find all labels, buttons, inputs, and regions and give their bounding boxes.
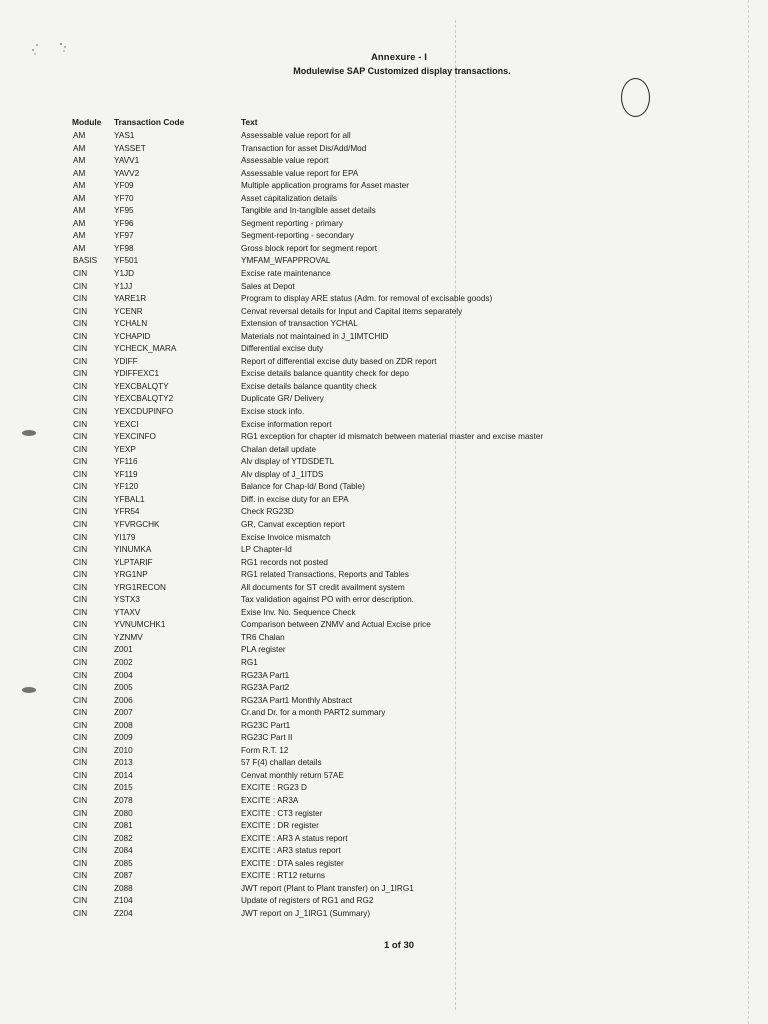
module-cell: CIN xyxy=(73,745,88,755)
description-cell: Excise information report xyxy=(241,419,332,429)
module-cell: CIN xyxy=(73,770,88,780)
transaction-code-cell: YF95 xyxy=(114,206,134,216)
module-cell: CIN xyxy=(73,394,88,404)
description-cell: EXCITE : AR3 A status report xyxy=(241,833,348,843)
module-cell: AM xyxy=(73,131,86,140)
table-row xyxy=(0,180,768,193)
description-cell: TR6 Chalan xyxy=(241,632,285,642)
module-cell: CIN xyxy=(73,432,88,442)
punch-hole-circle xyxy=(621,78,650,117)
description-cell: Cenvat reversal details for Input and Capital items separately xyxy=(241,306,463,316)
module-cell: CIN xyxy=(73,369,88,379)
table-row xyxy=(0,707,768,720)
module-cell: CIN xyxy=(73,444,88,454)
transaction-code-cell: Z002 xyxy=(114,657,133,667)
table-row xyxy=(0,331,768,344)
description-cell: Multiple application programs for Asset master xyxy=(241,181,409,191)
transaction-code-cell: YDIFFEXC1 xyxy=(114,369,160,379)
description-cell: RG1 related Transactions, Reports and Tables xyxy=(241,570,409,580)
description-cell: Diff. in excise duty for an EPA xyxy=(241,494,349,504)
transaction-code-cell: Z087 xyxy=(114,871,133,881)
description-cell: Asset capitalization details xyxy=(241,193,338,203)
transaction-code-cell: YZNMV xyxy=(114,632,143,642)
module-cell: CIN xyxy=(73,269,88,279)
table-row xyxy=(0,255,768,268)
module-cell: CIN xyxy=(73,695,88,705)
transaction-code-cell: YEXCINFO xyxy=(114,432,156,442)
transaction-code-cell: YDIFF xyxy=(114,356,138,366)
module-cell: CIN xyxy=(73,281,88,291)
transaction-code-cell: YEXP xyxy=(114,444,136,454)
description-cell: RG1 xyxy=(241,657,258,667)
table-row xyxy=(0,406,768,419)
transaction-code-cell: YRG1NP xyxy=(114,570,148,580)
module-cell: CIN xyxy=(73,833,88,843)
table-row xyxy=(0,808,768,821)
transaction-code-cell: YINUMKA xyxy=(114,545,152,555)
table-row xyxy=(0,569,768,582)
module-cell: CIN xyxy=(73,557,88,567)
table-row xyxy=(0,506,768,519)
module-cell: CIN xyxy=(73,620,88,630)
table-row xyxy=(0,268,768,281)
table-row xyxy=(0,594,768,607)
transaction-code-cell: YASSET xyxy=(114,143,146,153)
description-cell: Materials not maintained in J_1IMTCHID xyxy=(241,331,389,341)
transaction-code-cell: YAS1 xyxy=(114,131,135,140)
description-cell: RG23A Part2 xyxy=(241,683,290,693)
description-cell: Excise Invoice mismatch xyxy=(241,532,331,542)
description-cell: JWT report on J_1IRG1 (Summary) xyxy=(241,908,371,918)
module-cell: CIN xyxy=(73,457,88,467)
transaction-code-cell: YF97 xyxy=(114,231,134,241)
transaction-code-cell: YAVV1 xyxy=(114,156,140,166)
table-row xyxy=(0,582,768,595)
description-cell: Excise stock info. xyxy=(241,407,305,417)
transaction-code-cell: YFBAL1 xyxy=(114,494,145,504)
description-cell: Segment-reporting - secondary xyxy=(241,231,354,241)
module-cell: CIN xyxy=(73,808,88,818)
transaction-code-cell: YCENR xyxy=(114,306,143,316)
table-row xyxy=(0,368,768,381)
description-cell: Report of differential excise duty based on ZDR report xyxy=(241,356,437,366)
description-cell: Differential excise duty xyxy=(241,344,324,354)
transaction-code-cell: YF120 xyxy=(114,482,139,492)
table-row xyxy=(0,782,768,795)
table-row xyxy=(0,682,768,695)
page-number: 1 of 30 xyxy=(383,940,415,951)
module-cell: CIN xyxy=(73,846,88,856)
transaction-code-cell: Z084 xyxy=(114,846,133,856)
table-row xyxy=(0,644,768,657)
table-row xyxy=(0,908,768,921)
description-cell: Segment reporting - primary xyxy=(241,218,343,228)
column-header-text: Text xyxy=(241,117,258,127)
transaction-code-cell: YVNUMCHK1 xyxy=(114,620,166,630)
module-cell: CIN xyxy=(73,469,88,479)
description-cell: PLA register xyxy=(241,645,286,655)
table-row xyxy=(0,619,768,632)
transaction-code-cell: YF116 xyxy=(114,457,138,467)
description-cell: EXCITE : AR3A xyxy=(241,795,299,805)
module-cell: AM xyxy=(73,193,86,203)
description-cell: Assessable value report for EPA xyxy=(241,168,359,178)
table-row xyxy=(0,519,768,532)
module-cell: CIN xyxy=(73,407,88,417)
description-cell: EXCITE : AR3 status report xyxy=(241,846,341,856)
description-cell: EXCITE : RG23 D xyxy=(241,783,307,793)
description-cell: RG23C Part II xyxy=(241,733,293,743)
description-cell: Alv display of YTDSDETL xyxy=(241,457,335,467)
module-cell: CIN xyxy=(73,344,88,354)
transaction-code-cell: Z010 xyxy=(114,745,133,755)
module-cell: CIN xyxy=(73,908,88,918)
description-cell: Cr.and Dr. for a month PART2 summary xyxy=(241,708,386,718)
description-cell: Sales at Depot xyxy=(241,281,295,291)
transaction-code-cell: Z008 xyxy=(114,720,133,730)
transaction-code-cell: Z080 xyxy=(114,808,133,818)
transaction-code-cell: Z014 xyxy=(114,770,133,780)
table-row xyxy=(0,293,768,306)
table-row xyxy=(0,657,768,670)
transaction-code-cell: YCHALN xyxy=(114,319,148,329)
module-cell: CIN xyxy=(73,595,88,605)
description-cell: EXCITE : RT12 returns xyxy=(241,871,326,881)
module-cell: CIN xyxy=(73,507,88,517)
transaction-code-cell: YTAXV xyxy=(114,607,141,617)
description-cell: RG1 records not posted xyxy=(241,557,328,567)
description-cell: Duplicate GR/ Delivery xyxy=(241,394,324,404)
table-row xyxy=(0,306,768,319)
table-row xyxy=(0,456,768,469)
description-cell: Excise rate maintenance xyxy=(241,269,331,279)
table-row xyxy=(0,795,768,808)
description-cell: Form R.T. 12 xyxy=(241,745,289,755)
module-cell: CIN xyxy=(73,733,88,743)
document-subtitle: Modulewise SAP Customized display transactions. xyxy=(293,66,511,76)
module-cell: CIN xyxy=(73,570,88,580)
transaction-code-cell: Z085 xyxy=(114,858,133,868)
column-header-module: Module xyxy=(72,117,102,127)
transaction-code-cell: YF96 xyxy=(114,218,134,228)
module-cell: CIN xyxy=(73,645,88,655)
table-row xyxy=(0,444,768,457)
module-cell: CIN xyxy=(73,532,88,542)
table-row xyxy=(0,845,768,858)
transaction-code-cell: Z013 xyxy=(114,758,133,768)
table-row xyxy=(0,419,768,432)
module-cell: CIN xyxy=(73,306,88,316)
transaction-code-cell: Z088 xyxy=(114,883,133,893)
description-cell: Alv display of J_1ITDS xyxy=(241,469,324,479)
table-row xyxy=(0,393,768,406)
module-cell: CIN xyxy=(73,657,88,667)
module-cell: CIN xyxy=(73,871,88,881)
transaction-code-cell: Z007 xyxy=(114,708,133,718)
module-cell: CIN xyxy=(73,858,88,868)
description-cell: Program to display ARE status (Adm. for removal of excisable goods) xyxy=(241,294,493,304)
module-cell: CIN xyxy=(73,381,88,391)
table-row xyxy=(0,205,768,218)
module-cell: CIN xyxy=(73,319,88,329)
table-row xyxy=(0,130,768,143)
transaction-code-cell: YF98 xyxy=(114,243,134,253)
description-cell: LP Chapter-Id xyxy=(241,545,292,555)
table-row xyxy=(0,343,768,356)
description-cell: Excise details balance quantity check xyxy=(241,381,377,391)
transaction-code-cell: YF501 xyxy=(114,256,139,266)
module-cell: CIN xyxy=(73,783,88,793)
column-header-transaction-code: Transaction Code xyxy=(114,117,185,127)
module-cell: CIN xyxy=(73,494,88,504)
transaction-code-cell: YLPTARIF xyxy=(114,557,153,567)
document-title: Annexure - I xyxy=(370,52,428,63)
transaction-code-cell: YRG1RECON xyxy=(114,582,166,592)
module-cell: CIN xyxy=(73,821,88,831)
table-row xyxy=(0,243,768,256)
table-row xyxy=(0,494,768,507)
table-row xyxy=(0,155,768,168)
transaction-code-cell: Z009 xyxy=(114,733,133,743)
module-cell: CIN xyxy=(73,720,88,730)
module-cell: AM xyxy=(73,218,86,228)
description-cell: EXCITE : DR register xyxy=(241,821,319,831)
transaction-code-cell: YF119 xyxy=(114,469,138,479)
table-row xyxy=(0,670,768,683)
module-cell: CIN xyxy=(73,758,88,768)
module-cell: AM xyxy=(73,143,86,153)
table-row xyxy=(0,218,768,231)
table-row xyxy=(0,833,768,846)
transaction-code-cell: YEXCI xyxy=(114,419,139,429)
table-row xyxy=(0,557,768,570)
transaction-code-cell: YFVRGCHK xyxy=(114,519,160,529)
transaction-code-cell: Z015 xyxy=(114,783,133,793)
description-cell: Extension of transaction YCHAL xyxy=(241,319,358,329)
table-row xyxy=(0,895,768,908)
transaction-code-cell: YFR54 xyxy=(114,507,140,517)
transaction-code-cell: YF70 xyxy=(114,193,134,203)
description-cell: RG1 exception for chapter id mismatch between material master and excise master xyxy=(241,432,544,442)
description-cell: Tangible and In-tangible asset details xyxy=(241,206,376,216)
description-cell: Chalan detail update xyxy=(241,444,317,454)
transaction-code-cell: YI179 xyxy=(114,532,136,542)
table-row xyxy=(0,770,768,783)
table-row xyxy=(0,695,768,708)
table-row xyxy=(0,431,768,444)
table-row xyxy=(0,820,768,833)
module-cell: CIN xyxy=(73,708,88,718)
module-cell: CIN xyxy=(73,582,88,592)
table-row xyxy=(0,532,768,545)
module-cell: CIN xyxy=(73,883,88,893)
description-cell: Update of registers of RG1 and RG2 xyxy=(241,896,374,906)
module-cell: CIN xyxy=(73,683,88,693)
transaction-code-cell: YARE1R xyxy=(114,294,147,304)
transaction-code-cell: Z004 xyxy=(114,670,133,680)
module-cell: CIN xyxy=(73,419,88,429)
transaction-code-cell: YAVV2 xyxy=(114,168,140,178)
module-cell: AM xyxy=(73,206,86,216)
module-cell: CIN xyxy=(73,607,88,617)
description-cell: JWT report (Plant to Plant transfer) on J_1IRG1 xyxy=(241,883,414,893)
description-cell: EXCITE : DTA sales register xyxy=(241,858,344,868)
description-cell: Transaction for asset Dis/Add/Mod xyxy=(241,143,367,153)
table-row xyxy=(0,858,768,871)
table-row xyxy=(0,318,768,331)
module-cell: AM xyxy=(73,231,86,241)
table-row xyxy=(0,381,768,394)
description-cell: RG23A Part1 xyxy=(241,670,290,680)
description-cell: Excise details balance quantity check for depo xyxy=(241,369,409,379)
table-row xyxy=(0,720,768,733)
module-cell: CIN xyxy=(73,294,88,304)
transaction-code-cell: Z005 xyxy=(114,683,133,693)
table-row xyxy=(0,168,768,181)
description-cell: Assessable value report xyxy=(241,156,329,166)
table-row xyxy=(0,481,768,494)
module-cell: CIN xyxy=(73,482,88,492)
table-row xyxy=(0,632,768,645)
transaction-code-cell: YEXCBALQTY xyxy=(114,381,169,391)
description-cell: RG23A Part1 Monthly Abstract xyxy=(241,695,353,705)
table-row xyxy=(0,193,768,206)
transaction-code-cell: YEXCBALQTY2 xyxy=(114,394,174,404)
module-cell: CIN xyxy=(73,545,88,555)
table-row xyxy=(0,143,768,156)
table-row xyxy=(0,281,768,294)
table-row xyxy=(0,607,768,620)
transaction-code-cell: YEXCDUPINFO xyxy=(114,407,174,417)
transaction-code-cell: YSTX3 xyxy=(114,595,140,605)
table-row xyxy=(0,544,768,557)
transaction-code-cell: YF09 xyxy=(114,181,134,191)
description-cell: Assessable value report for all xyxy=(241,131,351,140)
table-row xyxy=(0,469,768,482)
transaction-code-cell: Z078 xyxy=(114,795,133,805)
module-cell: CIN xyxy=(73,356,88,366)
transaction-code-cell: Z081 xyxy=(114,821,133,831)
description-cell: Gross block report for segment report xyxy=(241,243,378,253)
module-cell: BASIS xyxy=(73,256,98,266)
description-cell: All documents for ST credit availment system xyxy=(241,582,405,592)
module-cell: CIN xyxy=(73,670,88,680)
transaction-code-cell: Z006 xyxy=(114,695,133,705)
module-cell: CIN xyxy=(73,519,88,529)
description-cell: Exise Inv. No. Sequence Check xyxy=(241,607,356,617)
module-cell: AM xyxy=(73,243,86,253)
description-cell: Cenvat monthly return 57AE xyxy=(241,770,344,780)
module-cell: CIN xyxy=(73,632,88,642)
transaction-table xyxy=(0,130,768,920)
table-row xyxy=(0,732,768,745)
transaction-code-cell: YCHAPID xyxy=(114,331,151,341)
table-row xyxy=(0,356,768,369)
module-cell: AM xyxy=(73,168,86,178)
transaction-code-cell: Z001 xyxy=(114,645,133,655)
description-cell: GR, Canvat exception report xyxy=(241,519,345,529)
description-cell: RG23C Part1 xyxy=(241,720,291,730)
module-cell: CIN xyxy=(73,795,88,805)
table-row xyxy=(0,870,768,883)
table-row xyxy=(0,745,768,758)
transaction-code-cell: Z082 xyxy=(114,833,133,843)
description-cell: Check RG23D xyxy=(241,507,294,517)
transaction-code-cell: Y1JJ xyxy=(114,281,133,291)
module-cell: CIN xyxy=(73,331,88,341)
module-cell: CIN xyxy=(73,896,88,906)
table-row xyxy=(0,230,768,243)
description-cell: EXCITE : CT3 register xyxy=(241,808,323,818)
transaction-code-cell: YCHECK_MARA xyxy=(114,344,177,354)
description-cell: YMFAM_WFAPPROVAL xyxy=(241,256,331,266)
description-cell: Tax validation against PO with error description. xyxy=(241,595,414,605)
description-cell: 57 F(4) challan details xyxy=(241,758,322,768)
transaction-code-cell: Z104 xyxy=(114,896,133,906)
description-cell: Balance for Chap-Id/ Bond (Table) xyxy=(241,482,365,492)
module-cell: AM xyxy=(73,156,86,166)
transaction-code-cell: Z204 xyxy=(114,908,133,918)
description-cell: Comparison between ZNMV and Actual Excise price xyxy=(241,620,431,630)
transaction-code-cell: Y1JD xyxy=(114,269,135,279)
module-cell: AM xyxy=(73,181,86,191)
table-row xyxy=(0,757,768,770)
table-row xyxy=(0,883,768,896)
